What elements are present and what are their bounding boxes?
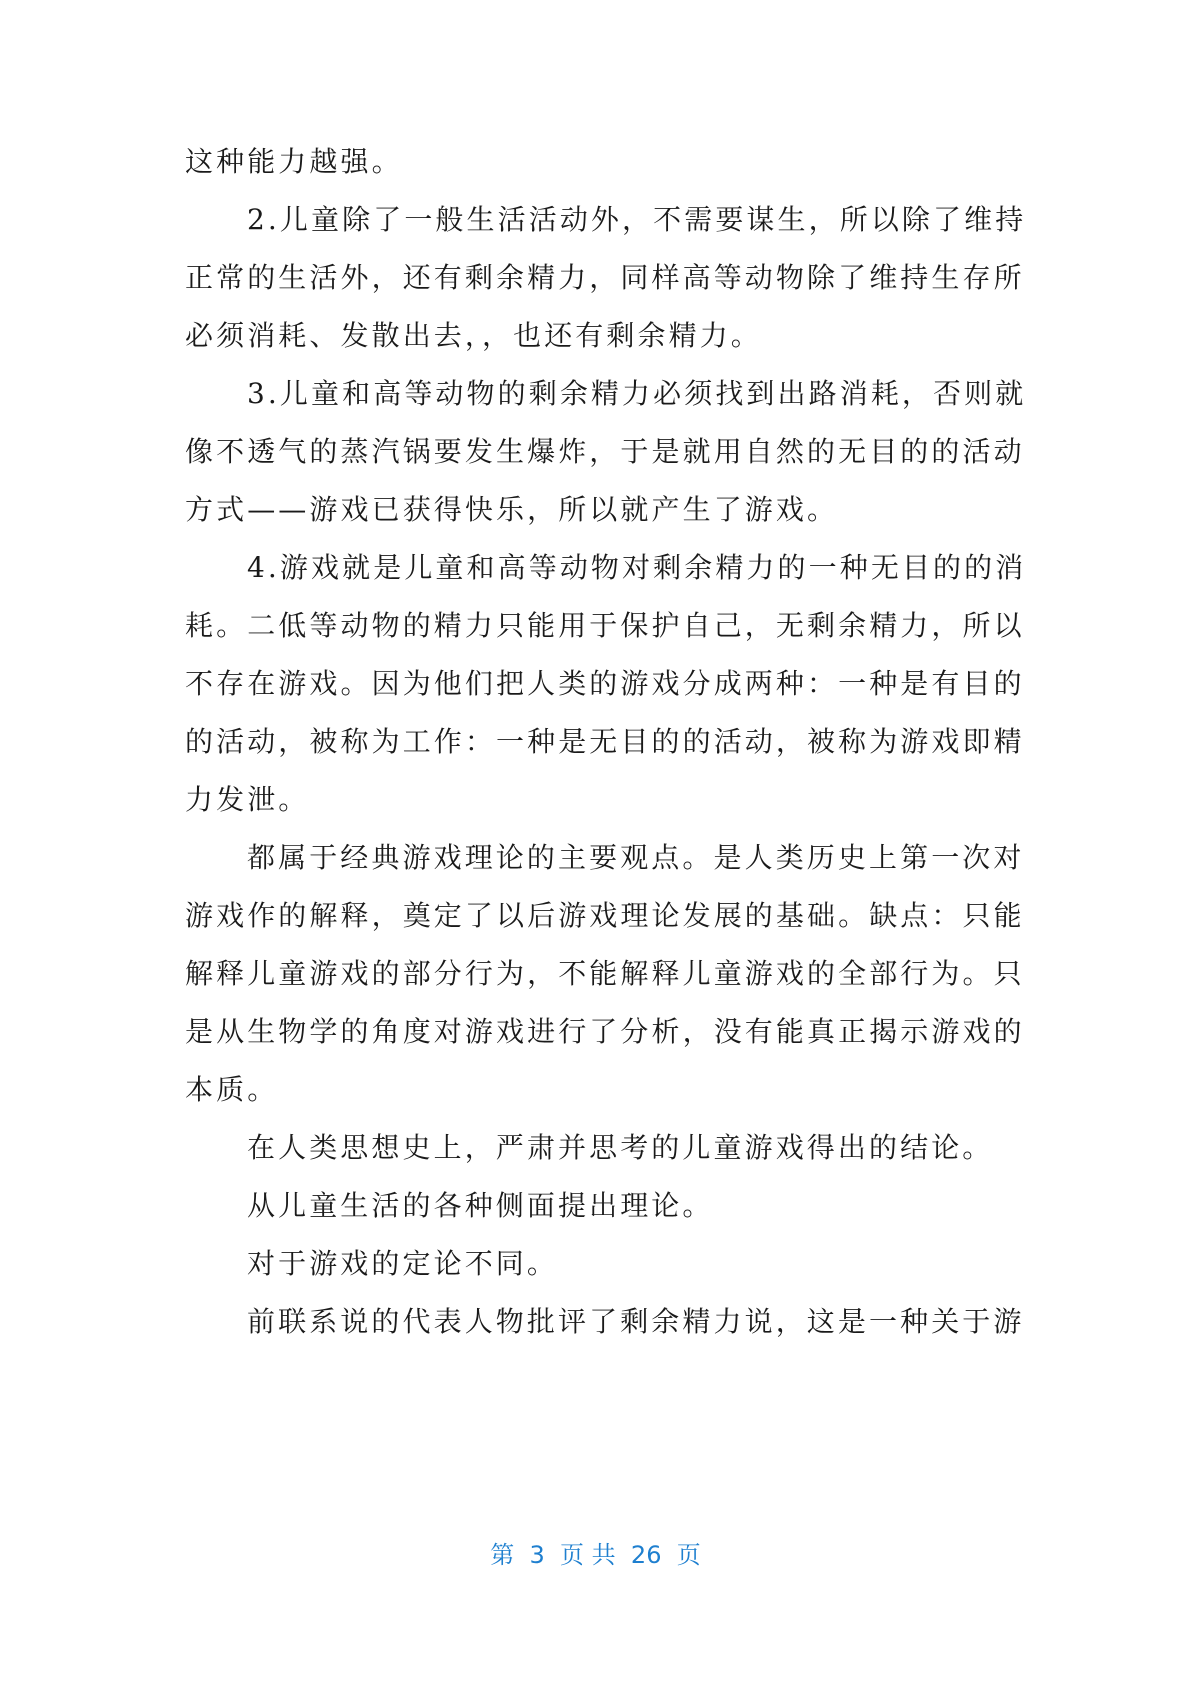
text-line: 2.儿童除了一般生活活动外，不需要谋生，所以除了维持 — [247, 203, 1027, 236]
text-line: 的活动，被称为工作：一种是无目的的活动，被称为游戏即精 — [185, 725, 1025, 758]
text-line: 正常的生活外，还有剩余精力，同样高等动物除了维持生存所 — [185, 261, 1025, 294]
text-line: 耗。二低等动物的精力只能用于保护自己，无剩余精力，所以 — [185, 609, 1025, 642]
text-line: 必须消耗、发散出去，，也还有剩余精力。 — [185, 319, 762, 352]
text-line: 力发泄。 — [185, 783, 310, 816]
text-line: 这种能力越强。 — [185, 145, 403, 178]
text-line: 游戏作的解释，奠定了以后游戏理论发展的基础。缺点：只能 — [185, 899, 1025, 932]
text-line: 都属于经典游戏理论的主要观点。是人类历史上第一次对 — [247, 841, 1025, 874]
text-line: 对于游戏的定论不同。 — [247, 1247, 559, 1280]
text-line: 解释儿童游戏的部分行为，不能解释儿童游戏的全部行为。只 — [185, 957, 1025, 990]
text-line: 在人类思想史上，严肃并思考的儿童游戏得出的结论。 — [247, 1131, 994, 1164]
text-line: 像不透气的蒸汽锅要发生爆炸，于是就用自然的无目的的活动 — [185, 435, 1025, 468]
text-line: 4.游戏就是儿童和高等动物对剩余精力的一种无目的的消 — [247, 551, 1027, 584]
text-line: 方式——游戏已获得快乐，所以就产生了游戏。 — [185, 493, 839, 526]
text-line: 本质。 — [185, 1073, 279, 1106]
text-line: 不存在游戏。因为他们把人类的游戏分成两种：一种是有目的 — [185, 667, 1025, 700]
text-line: 3.儿童和高等动物的剩余精力必须找到出路消耗，否则就 — [247, 377, 1027, 410]
page-number-footer: 第 3 页 共 26 页 — [490, 1541, 701, 1569]
text-line: 前联系说的代表人物批评了剩余精力说，这是一种关于游 — [247, 1305, 1025, 1338]
text-line: 从儿童生活的各种侧面提出理论。 — [247, 1189, 714, 1222]
text-line: 是从生物学的角度对游戏进行了分析，没有能真正揭示游戏的 — [185, 1015, 1025, 1048]
